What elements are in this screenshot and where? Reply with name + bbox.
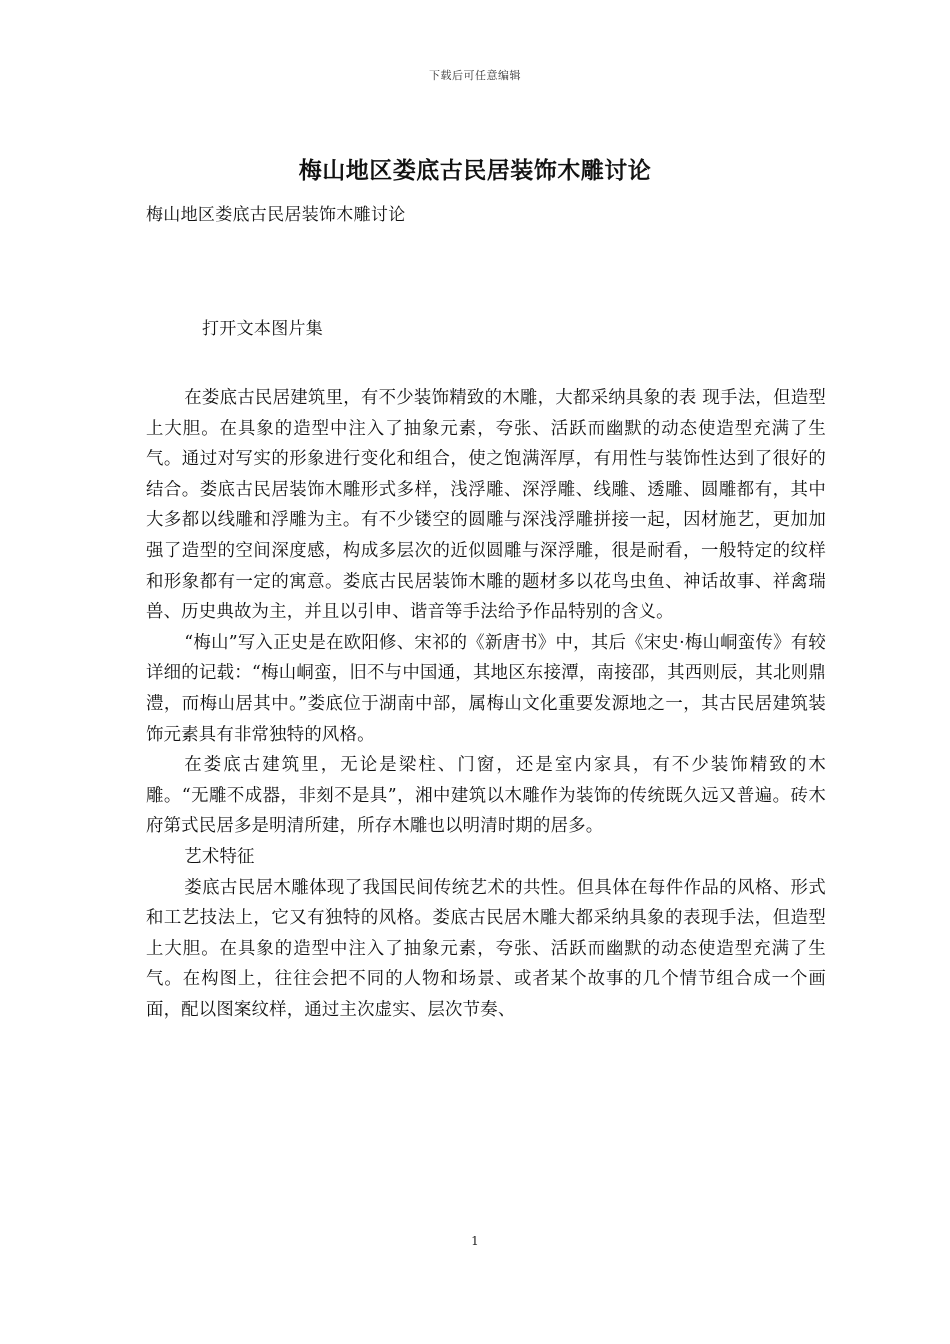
document-title: 梅山地区娄底古民居装饰木雕讨论 — [298, 158, 652, 184]
body-paragraph-2: “梅山”写入正史是在欧阳修、宋祁的《新唐书》中，其后《宋史·梅山峒蛮传》有较详细的记载：“梅山峒蛮，旧不与中国通，其地区东接潭，南接邵，其西则辰，其北则鼎澧，而梅山居其中。”娄底位于湖南中部，属梅山文化重要发源地之一，其古民居建筑装饰元素具有非常独特的风格。 — [146, 632, 826, 745]
body-paragraph-3: 在娄底古建筑里，无论是梁柱、门窗，还是室内家具，有不少装饰精致的木雕。“无雕不成器，非刻不是具”，湘中建筑以木雕作为装饰的传统既久远又普遍。砖木府第式民居多是明清所建，所存木雕也以明清时期的居多。 — [146, 755, 826, 837]
document-body — [146, 383, 826, 1025]
page-number: 1 — [471, 1234, 479, 1248]
body-paragraph-1: 在娄底古民居建筑里，有不少装饰精致的木雕，大都采纳具象的表 现手法，但造型上大胆。在具象的造型中注入了抽象元素，夸张、活跃而幽默的动态使造型充满了生气。通过对写实的形象进行变化和组合，使之饱满浑厚，有用性与装饰性达到了很好的结合。娄底古民居装饰木雕形式多样，浅浮雕、深浮雕、线雕、透雕、圆雕都有，其中大多都以线雕和浮雕为主。有不少镂空的圆雕与深浅浮雕拼接一起，因材施艺，更加加强了造型的空间深度感，构成多层次的近似圆雕与深浮雕，很是耐看，一般特定的纹样和形象都有一定的寓意。娄底古民居装饰木雕的题材多以花鸟虫鱼、神话故事、祥禽瑞兽、历史典故为主，并且以引申、谐音等手法给予作品特别的含义。 — [146, 388, 826, 623]
section-heading: 艺术特征 — [184, 846, 255, 867]
section-paragraph: 娄底古民居木雕体现了我国民间传统艺术的共性。但具体在每件作品的风格、形式和工艺技法上，它又有独特的风格。娄底古民居木雕大都采纳具象的表现手法，但造型上大胆。在具象的造型中注入了抽象元素，夸张、活跃而幽默的动态使造型充满了生气。在构图上，往往会把不同的人物和场景、或者某个故事的几个情节组合成一个画面，配以图案纹样，通过主次虚实、层次节奏、 — [146, 877, 826, 1020]
open-image-gallery-link[interactable]: 打开文本图片集 — [202, 319, 324, 339]
header-note: 下载后可任意编辑 — [429, 69, 521, 82]
document-subtitle: 梅山地区娄底古民居装饰木雕讨论 — [146, 205, 406, 225]
